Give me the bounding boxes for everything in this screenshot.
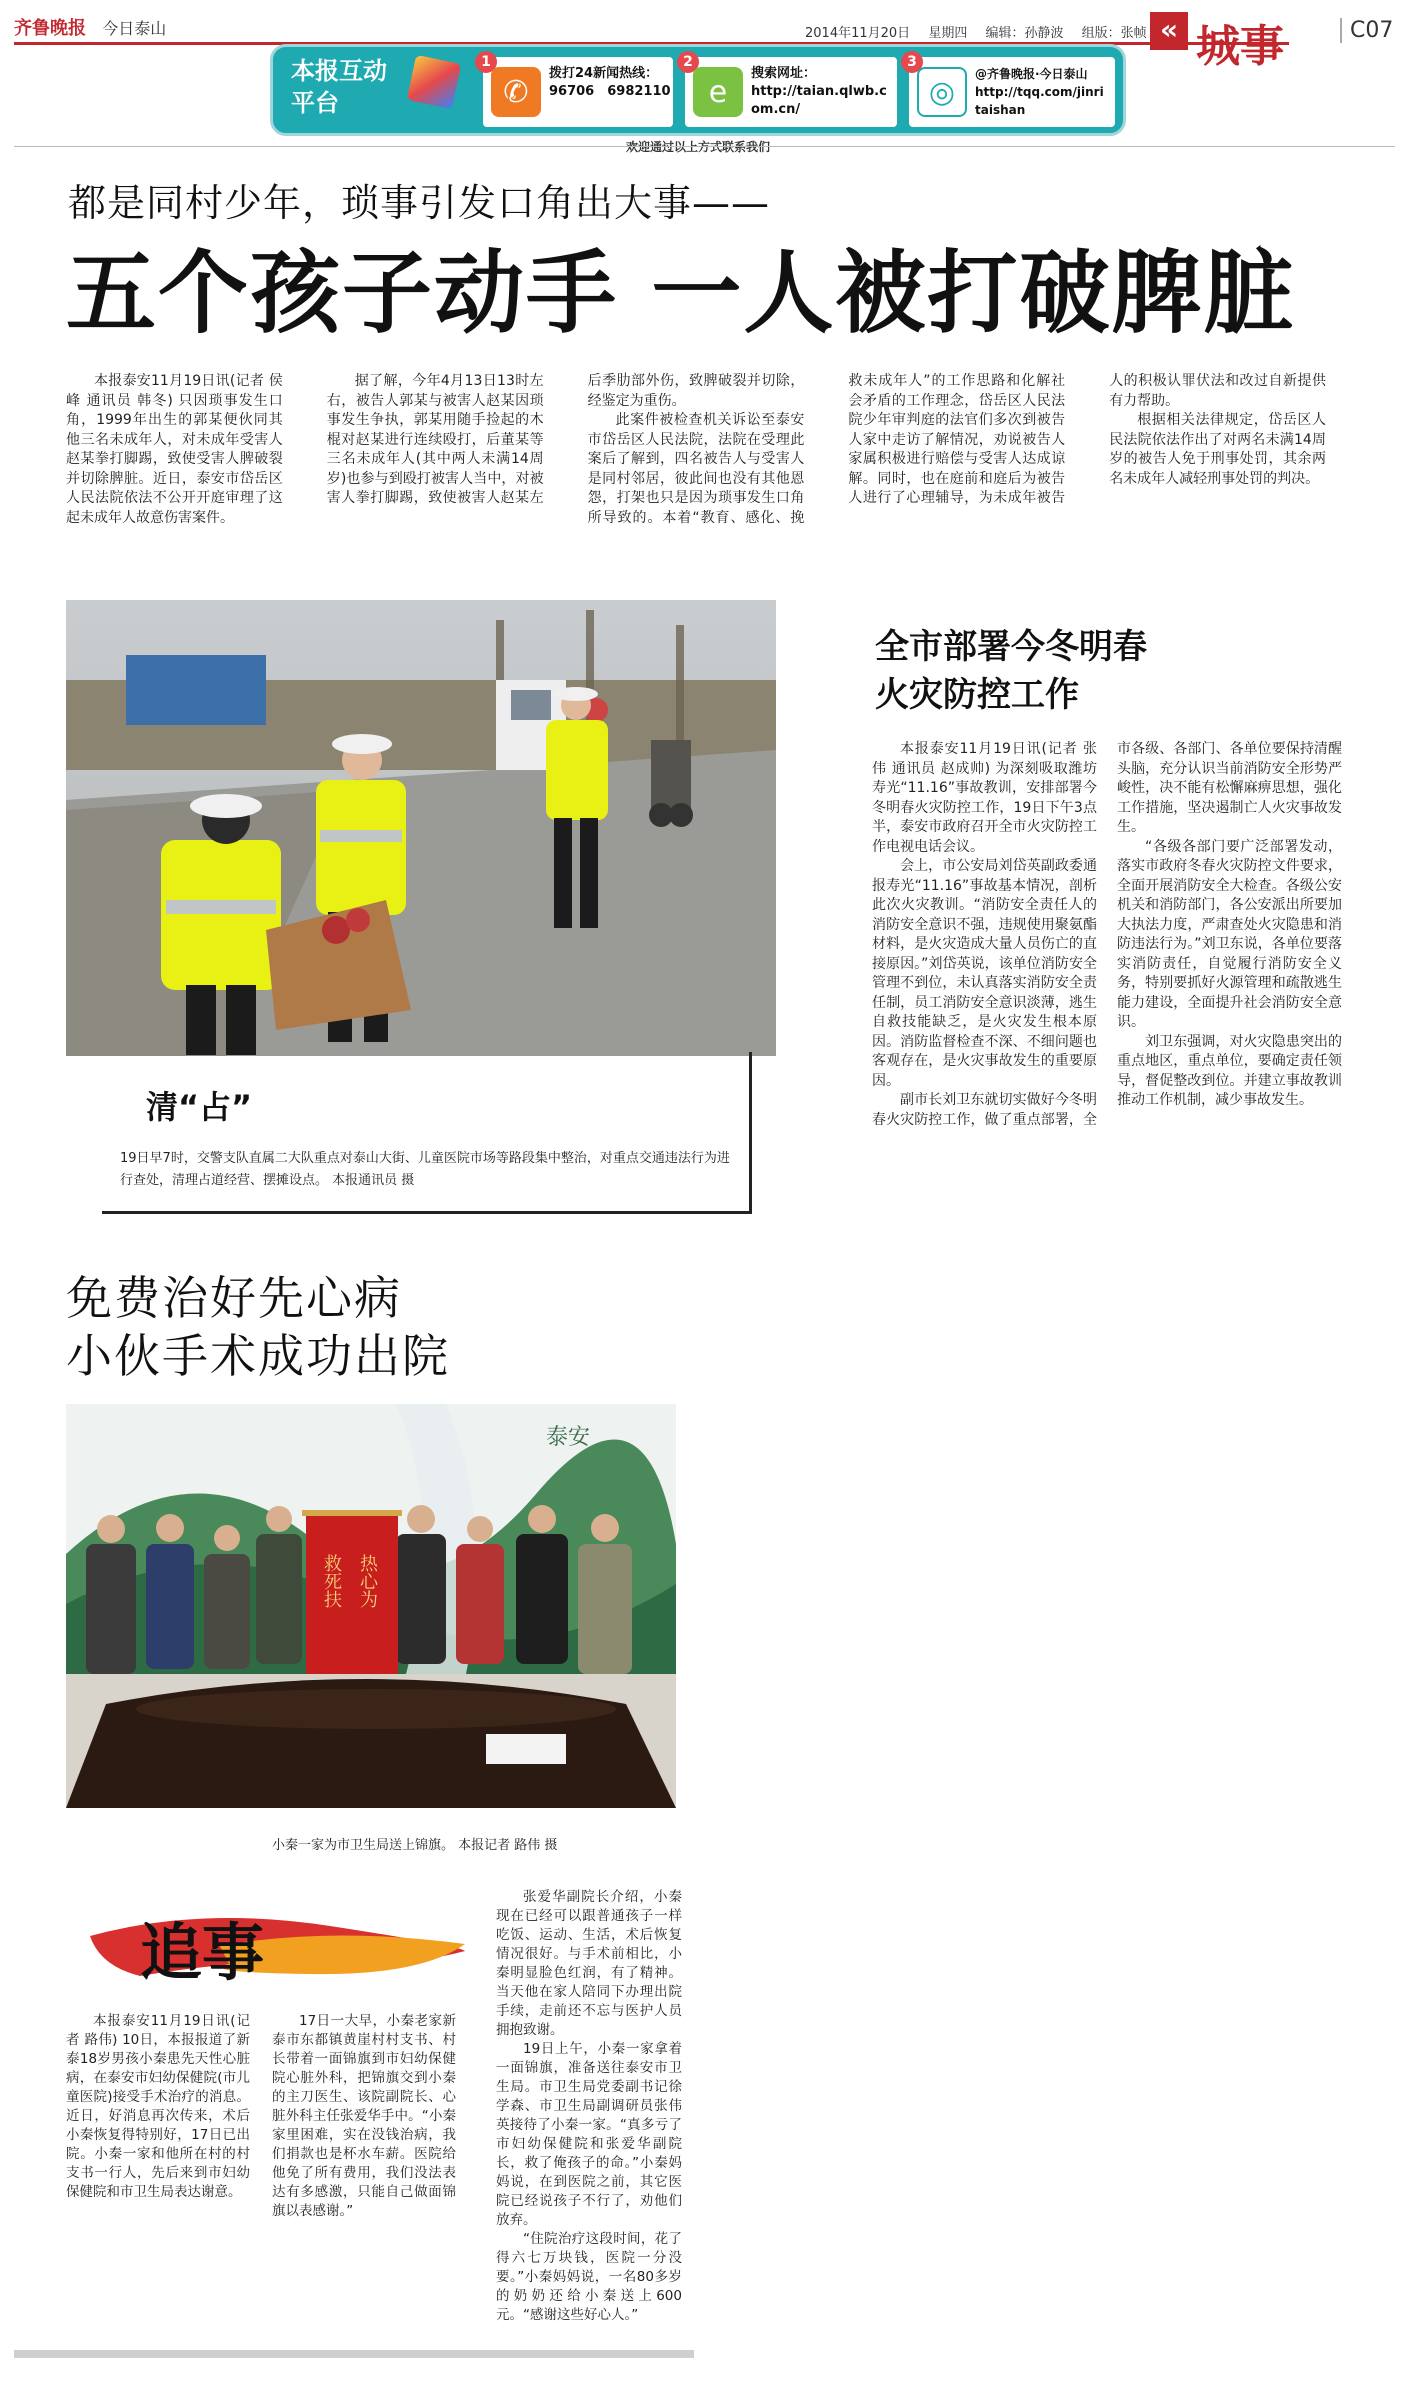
silk-banner-left: 救死扶 [322, 1554, 342, 1608]
badge-number: 3 [901, 51, 923, 73]
follow-up-title: 追事 [140, 1916, 265, 1989]
weibo-icon: ◎ [917, 67, 967, 117]
paragraph: 根据相关法律规定，岱岳区人民法院依法作出了对两名未满14周岁的被告人免于刑事处罚，其余两名未成年人减轻刑事处罚的判决。 [1109, 412, 1326, 487]
section-name: 今日泰山 [102, 19, 167, 38]
story3-body-left [66, 2012, 456, 2342]
banner-item-hotline [481, 54, 673, 127]
story1-headline: 五个孩子动手 一人被打破脾脏 [66, 241, 1296, 346]
masthead-paper [14, 14, 166, 40]
paragraph: 本报泰安11月19日讯(记者 路伟) 10日，本报报道了新泰18岁男孩小秦患先天性心脏病，在泰安市妇幼保健院(市儿童医院)接受手术治疗的消息。近日，好消息再次传来，术后小秦恢复得特别好，17日已出院。小秦一家和他所在村的村支书一行人，先后来到市妇幼保健院和市卫生局表达谢意。 [66, 2013, 250, 2200]
page-number: C07 [1340, 18, 1393, 43]
website-link[interactable]: http://taian.qlwb.com.cn/ [751, 84, 887, 117]
traffic-police-photo [66, 600, 776, 1056]
editor: 编辑：孙静波 [985, 26, 1064, 41]
paragraph: “住院治疗这段时间，花了得六七万块钱，医院一分没要。”小秦妈妈说，一名80多岁的奶奶还给小秦送上600元。“感谢这些好心人。” [496, 2231, 682, 2323]
paragraph: 会上，市公安局刘岱英副政委通报寿光“11.16”事故基本情况，剖析此次火灾教训。“消防安全责任人的消防安全意识不强，违规使用聚氨酯材料，是火灾造成大量人员伤亡的直接原因。”刘岱英说，该单位消防安全管理不到位，未认真落实消防安全责任制，员工消防安全意识淡薄，逃生自救技能缺乏，是火灾发生根本原因。消防监督检查不深、不细问题也客观存在，是火灾事故发生的重要原因。 [872, 858, 1097, 1089]
badge-number: 2 [677, 51, 699, 73]
photo3-caption: 小秦一家为市卫生局送上锦旗。 本报记者 路伟 摄 [272, 1838, 558, 1853]
chevron-logo-icon: « [1150, 12, 1188, 50]
banner-title: 本报互动平台 [291, 57, 387, 117]
banner-footer: 欢迎通过以上方式联系我们 [625, 140, 770, 154]
interaction-banner [270, 44, 1126, 154]
issue-date: 2014年11月20日 [805, 26, 911, 41]
photo-traffic-police [66, 600, 776, 1056]
paragraph: 张爱华副院长介绍，小秦现在已经可以跟普通孩子一样吃饭、运动、生活，术后恢复情况很好。与手术前相比，小秦明显脸色红润，有了精神。当天他在家人陪同下办理出院手续，走前还不忘与医护人员拥抱致谢。 [496, 1889, 682, 2038]
photo1-title: 清“占” [140, 1082, 258, 1128]
paragraph: 刘卫东强调，对火灾隐患突出的重点地区，重点单位，要确定责任领导，督促整改到位。并建立事故教训推动工作机制，减少事故发生。 [1117, 1033, 1342, 1108]
banner-item-website [683, 54, 897, 127]
presentation-photo [66, 1404, 676, 1808]
phone-icon: ✆ [491, 67, 541, 117]
photo1-caption: 19日早7时，交警支队直属二大队重点对泰山大街、儿童医院市场等路段集中整治，对重点交通违法行为进行查处，清理占道经营、摆摊设点。 本报通讯员 摄 [120, 1151, 730, 1188]
banner-item-weibo [907, 54, 1115, 127]
hotline-text: 拨打24新闻热线： 96706 6982110 [549, 66, 671, 99]
story3-headline-2: 小伙手术成功出院 [66, 1329, 450, 1383]
paragraph: “各级各部门要广泛部署发动，落实市政府冬春火灾防控文件要求，全面开展消防安全大检查。各级公安机关和消防部门，各公安派出所要加大执法力度，严肃查处火灾隐患和消防违法行为。”刘卫东说，各单位要落实消防责任，自觉履行消防安全义务，特别要抓好火源管理和疏散逃生能力建设，全面提升社会消防安全意识。 [1117, 838, 1342, 1030]
website-text: 搜索网址： http://taian.qlwb.com.cn/ [751, 65, 891, 119]
weibo-text: @齐鲁晚报·今日泰山 http://tqq.com/jinritaishan [975, 67, 1104, 117]
paragraph: 19日上午，小秦一家拿着一面锦旗，准备送往泰安市卫生局。市卫生局党委副书记徐学森、市卫生局副调研员张伟英接待了小秦一家。“真多亏了市妇幼保健院和张爱华副院长，救了俺孩子的命。”小秦妈妈说，在到医院之前，其它医院已经说孩子不行了，劝他们放弃。 [496, 2041, 682, 2228]
e-browser-icon: e [693, 67, 743, 117]
photo-banner-presentation [66, 1404, 676, 1808]
masthead-meta [805, 22, 1161, 41]
weibo-link[interactable]: http://tqq.com/jinritaishan [975, 85, 1104, 117]
paragraph: 副市长刘卫东就切实做好今冬明春火灾防控工作，做了重点部署，全市各级、各部门、各单位要保持清醒头脑，充分认识当前消防安全形势严峻性，决不能有松懈麻痹思想，强化工作措施，坚决遏制亡人火灾事故发生。 [872, 741, 1342, 1128]
story3-body-right [496, 1888, 682, 2328]
header-separator [14, 146, 1395, 147]
paragraph: 据了解，今年4月13日13时左右，被告人郭某与被害人赵某因琐事发生争执，郭某用随手捡起的木棍对赵某进行连续殴打，后董某等三名未成年人(其中两人未满14周岁)也参与到殴打被害人当中，对被害人拳打脚踢，致使被害人赵某左后季肋部外伤，致脾破裂并切除，经鉴定为重伤。 [326, 373, 805, 506]
paper-name: 齐鲁晚报 [14, 18, 86, 39]
story3-headline-1: 免费治好先心病 [66, 1271, 402, 1325]
story2-headline-1: 全市部署今冬明春 [875, 627, 1147, 667]
watermark-text: 泰安 [546, 1424, 591, 1449]
paragraph: 此案件被检查机关诉讼至泰安市岱岳区人民法院，法院在受理此案后了解到，四名被告人与受害人是同村邻居，彼此间也没有其他恩怨，打架也只是因为琐事发生口角所导致的。本着“教育、感化、挽救未成年人”的工作思路和化解社会矛盾的工作理念，岱岳区人民法院少年审判庭的法官们多次到被告人家中走访了解情况，劝说被告人家属积极进行赔偿与受害人达成谅解。同时，也在庭前和庭后为被告人进行了心理辅导，为未成年被告人的积极认罪伏法和改过自新提供有力帮助。 [587, 373, 1326, 526]
cube-icon [407, 55, 462, 110]
bottom-rule [14, 2350, 694, 2358]
brush-stroke-icon [80, 1896, 470, 1992]
story2-body [872, 740, 1342, 1220]
issue-weekday: 星期四 [928, 26, 968, 41]
section-title: 城事 [1196, 21, 1284, 72]
story1-body [66, 372, 1326, 532]
story1-kicker: 都是同村少年，琐事引发口角出大事—— [68, 181, 771, 225]
silk-banner-right: 热心为 [358, 1554, 378, 1608]
follow-up-logo [80, 1896, 470, 1992]
paragraph: 17日一大早，小秦老家新泰市东都镇黄崖村村支书、村长带着一面锦旗到市妇幼保健院心脏外科，把锦旗交到小秦的主刀医生、该院副院长、心脏外科主任张爱华手中。“小秦家里困难，实在没钱治病，我们捐款也是杯水车薪。医院给他免了所有费用，我们没法表达有多感激，只能自己做面锦旗以表感谢。” [272, 2013, 456, 2219]
designer: 组版：张帧 [1081, 26, 1147, 41]
paragraph: 本报泰安11月19日讯(记者 侯峰 通讯员 韩冬) 只因琐事发生口角，1999年出生的郭某便伙同其他三名未成年人，对未成年受害人赵某拳打脚踢，致使受害人脾破裂并切除脾脏。近日，泰安市岱岳区人民法院依法不公开开庭审理了这起未成年人故意伤害案件。 [66, 373, 283, 526]
paragraph: 本报泰安11月19日讯(记者 张伟 通讯员 赵成帅) 为深刻吸取潍坊寿光“11.16”事故教训，安排部署今冬明春火灾防控工作，19日下午3点半，泰安市政府召开全市火灾防控工作电视电话会议。 [872, 741, 1097, 855]
badge-number: 1 [475, 51, 497, 73]
story2-headline-2: 火灾防控工作 [875, 675, 1079, 715]
